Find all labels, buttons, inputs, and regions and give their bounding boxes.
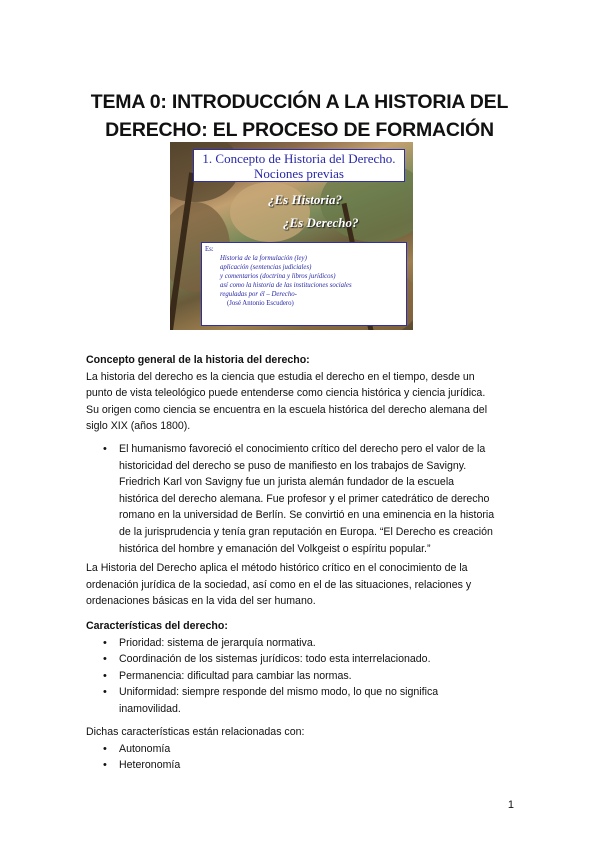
section-method xyxy=(86,560,516,610)
bullet-line: romano en la universidad de Berlín. Se convirtió en una eminencia en la historia xyxy=(119,509,495,522)
slide-heading-line-1: 1. Concepto de Historia del Derecho. xyxy=(202,151,396,166)
slide-es-label: Es: xyxy=(205,246,214,253)
list-item-text: inamovilidad. xyxy=(119,702,181,715)
slide-line: así como la historia de las instituciones sociales xyxy=(220,282,352,289)
paragraph-line: Su origen como ciencia se encuentra en la escuela histórica del derecho alemana del xyxy=(86,403,488,416)
list-item-text: Heteronomía xyxy=(119,759,181,772)
paragraph-line: ordenaciones básicas en la vida del ser humano. xyxy=(86,595,316,608)
list-item xyxy=(86,668,516,685)
paragraph-line: punto de vista teleológico puede entenderse como ciencia histórica y ciencia jurídica. xyxy=(86,387,486,400)
paragraph-line: La historia del derecho es la ciencia que estudia el derecho en el tiempo, desde un xyxy=(86,370,475,383)
list-item-text: • Uniformidad: siempre responde del mismo modo, lo que no significa xyxy=(119,686,439,699)
list-item-text: Autonomía xyxy=(119,742,171,755)
slide-line: Historia de la formulación (ley) xyxy=(220,255,307,262)
paragraph-line: siglo XIX (años 1800). xyxy=(86,420,191,433)
section-heading: Concepto general de la historia del derecho: xyxy=(86,354,310,366)
list-item xyxy=(86,741,516,758)
list-item xyxy=(86,441,516,557)
bullet-line: histórica del derecho alemana. Fue profesor y el primer catedrático de derecho xyxy=(119,492,490,505)
slide-question-history: ¿Es Historia? xyxy=(268,192,343,207)
bullet-line: • El humanismo favoreció el conocimiento crítico del derecho pero el valor de la xyxy=(119,443,486,455)
slide-definition-box xyxy=(201,242,407,326)
list-item-text: Prioridad: sistema de jerarquía normativa. xyxy=(119,636,316,649)
slide-heading-line-2: Nociones previas xyxy=(254,166,344,181)
section-related xyxy=(86,724,516,774)
paragraph-line: ordenación jurídica de la sociedad, así como en el de las situaciones, relaciones y xyxy=(86,578,472,591)
section-heading: Dichas características están relacionadas con: xyxy=(86,726,305,738)
bullet-list-savigny xyxy=(86,441,516,557)
document-title xyxy=(60,88,539,144)
title-line-1: TEMA 0: INTRODUCCIÓN A LA HISTORIA DEL xyxy=(90,91,509,113)
slide-author: (José Antonio Escudero) xyxy=(227,300,294,307)
slide-line: y comentarios (doctrina y libros jurídicos) xyxy=(220,273,336,280)
section-characteristics xyxy=(86,618,516,718)
slide-line: reguladas por él – Derecho- xyxy=(220,291,297,298)
bullet-line: Friedrich Karl von Savigny fue un jurista alemán fundador de la escuela xyxy=(119,476,455,489)
section-concept xyxy=(86,352,516,435)
page-number: 1 xyxy=(507,799,514,811)
list-item xyxy=(86,684,516,717)
list-item xyxy=(86,635,516,652)
section-heading: Características del derecho: xyxy=(86,620,228,632)
list-item-text: Coordinación de los sistemas jurídicos: todo esta interrelacionado. xyxy=(119,653,431,666)
list-item xyxy=(86,651,516,668)
list-item xyxy=(86,757,516,774)
slide-question-law: ¿Es Derecho? xyxy=(283,215,359,230)
slide-image xyxy=(170,142,413,330)
slide-heading xyxy=(193,149,405,182)
bullet-line: histórica del hombre y emanación del Volkgeist o espíritu popular.” xyxy=(119,542,431,555)
list-item-text: Permanencia: dificultad para cambiar las normas. xyxy=(119,669,352,682)
paragraph-line: La Historia del Derecho aplica el método histórico crítico en el conocimiento de la xyxy=(86,562,468,574)
title-line-2: DERECHO: EL PROCESO DE FORMACIÓN xyxy=(105,119,494,141)
slide-line: aplicación (sentencias judiciales) xyxy=(220,264,312,271)
bullet-line: de la jurisprudencia y tenía gran reputación en Europa. “El Derecho es creación xyxy=(119,525,493,538)
bullet-line: historicidad del derecho se puso de manifiesto en los trabajos de Savigny. xyxy=(119,459,467,472)
